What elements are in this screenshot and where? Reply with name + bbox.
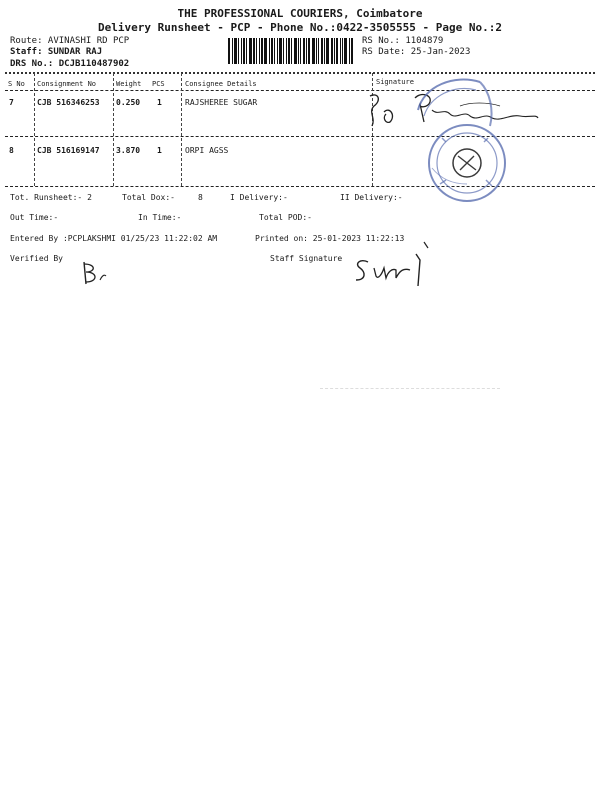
table-top-border: [5, 72, 595, 74]
staff-signature-label: Staff Signature: [270, 254, 343, 263]
column-divider: [113, 73, 114, 186]
row-weight: 0.250: [116, 98, 141, 107]
row-sno: 8: [9, 146, 14, 155]
entered-by: Entered By :PCPLAKSHMI 01/25/23 11:22:02 AM: [10, 234, 218, 243]
total-dox-label: Total Dox:-: [122, 193, 175, 202]
rs-number: RS No.: 1104879: [362, 36, 444, 46]
row-pcs: 1: [157, 146, 162, 155]
staff-label: Staff: SUNDAR RAJ: [10, 47, 103, 57]
route-label: Route: AVINASHI RD PCP: [10, 36, 130, 46]
in-time: In Time:-: [138, 213, 182, 222]
total-dox-value: 8: [198, 193, 203, 202]
barcode: [228, 38, 354, 64]
row-consignee: ORPI AGSS: [185, 146, 229, 155]
verifier-signature: [78, 258, 118, 298]
out-time: Out Time:-: [10, 213, 59, 222]
document-subtitle: Delivery Runsheet - PCP - Phone No.:0422-3505555 - Page No.:2: [98, 21, 502, 34]
column-divider: [181, 73, 182, 186]
row-consignment: CJB 516346253: [37, 98, 100, 107]
staff-signature: [350, 240, 440, 290]
ii-delivery: II Delivery:-: [340, 193, 403, 202]
i-delivery: I Delivery:-: [230, 193, 288, 202]
drs-number: DRS No.: DCJB110487902: [10, 59, 130, 69]
verified-by: Verified By: [10, 254, 63, 263]
column-divider: [34, 73, 35, 186]
document-title: THE PROFESSIONAL COURIERS, Coimbatore: [177, 7, 423, 20]
row-consignment: CJB 516169147: [37, 146, 100, 155]
col-header-consignment: Consignment No: [37, 80, 97, 88]
printed-on: Printed on: 25-01-2023 11:22:13: [255, 234, 405, 243]
col-header-pcs: PCS: [152, 80, 165, 88]
col-header-consignee: Consignee Details: [185, 80, 257, 88]
row-consignee: RAJSHEREE SUGAR: [185, 98, 258, 107]
tot-runsheet: Tot. Runsheet:- 2: [10, 193, 92, 202]
row-weight: 3.870: [116, 146, 141, 155]
col-header-signature: Signature: [376, 78, 414, 86]
company-round-stamp-icon: [422, 118, 512, 208]
total-pod: Total POD:-: [259, 213, 312, 222]
col-header-sno: S No: [8, 80, 25, 88]
row-pcs: 1: [157, 98, 162, 107]
row-sno: 7: [9, 98, 14, 107]
col-header-weight: Weight: [116, 80, 142, 88]
scan-artifact: [320, 388, 500, 389]
rs-date: RS Date: 25-Jan-2023: [362, 47, 471, 57]
